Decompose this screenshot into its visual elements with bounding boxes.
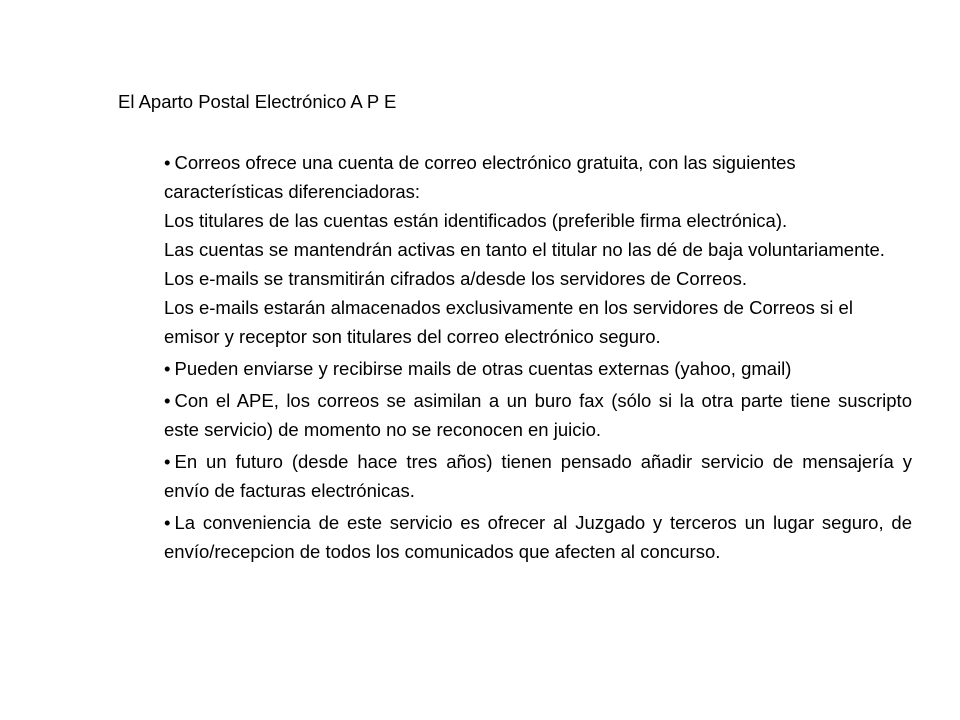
paragraph-text: Con el APE, los correos se asimilan a un buro fax (sólo si la otra parte tiene suscripto este servicio) de momento no se reconocen en juicio. [164,390,912,440]
paragraph-text: Pueden enviarse y recibirse mails de otras cuentas externas (yahoo, gmail) [174,358,792,379]
slide-body [164,148,912,566]
slide-title: El Aparto Postal Electrónico A P E [118,91,397,112]
bullet-paragraph [164,447,912,505]
bullet-icon: • [164,390,171,411]
paragraph-text: Correos ofrece una cuenta de correo electrónico gratuita, con las siguientes características diferenciadoras: [164,152,796,202]
bullet-paragraph [164,148,912,206]
bullet-icon: • [164,152,171,173]
paragraph-text: Los e-mails estarán almacenados exclusivamente en los servidores de Correos si el emisor y receptor son titulares del correo electrónico seguro. [164,297,853,347]
bullet-icon: • [164,512,171,533]
bullet-paragraph [164,386,912,444]
bullet-paragraph [164,508,912,566]
paragraph-text: Los titulares de las cuentas están identificados (preferible firma electrónica). [164,210,788,231]
bullet-icon: • [164,358,171,379]
sub-paragraph [164,264,912,293]
sub-paragraph [164,206,912,235]
bullet-icon: • [164,451,171,472]
sub-paragraph [164,293,912,351]
paragraph-text: La conveniencia de este servicio es ofrecer al Juzgado y terceros un lugar seguro, de envío/recepcion de todos los comunicados que afecten al concurso. [164,512,912,562]
paragraph-text: Las cuentas se mantendrán activas en tanto el titular no las dé de baja voluntariamente. [164,239,885,260]
bullet-paragraph [164,354,912,383]
sub-paragraph [164,235,912,264]
paragraph-text: En un futuro (desde hace tres años) tienen pensado añadir servicio de mensajería y envío de facturas electrónicas. [164,451,912,501]
paragraph-text: Los e-mails se transmitirán cifrados a/desde los servidores de Correos. [164,268,747,289]
